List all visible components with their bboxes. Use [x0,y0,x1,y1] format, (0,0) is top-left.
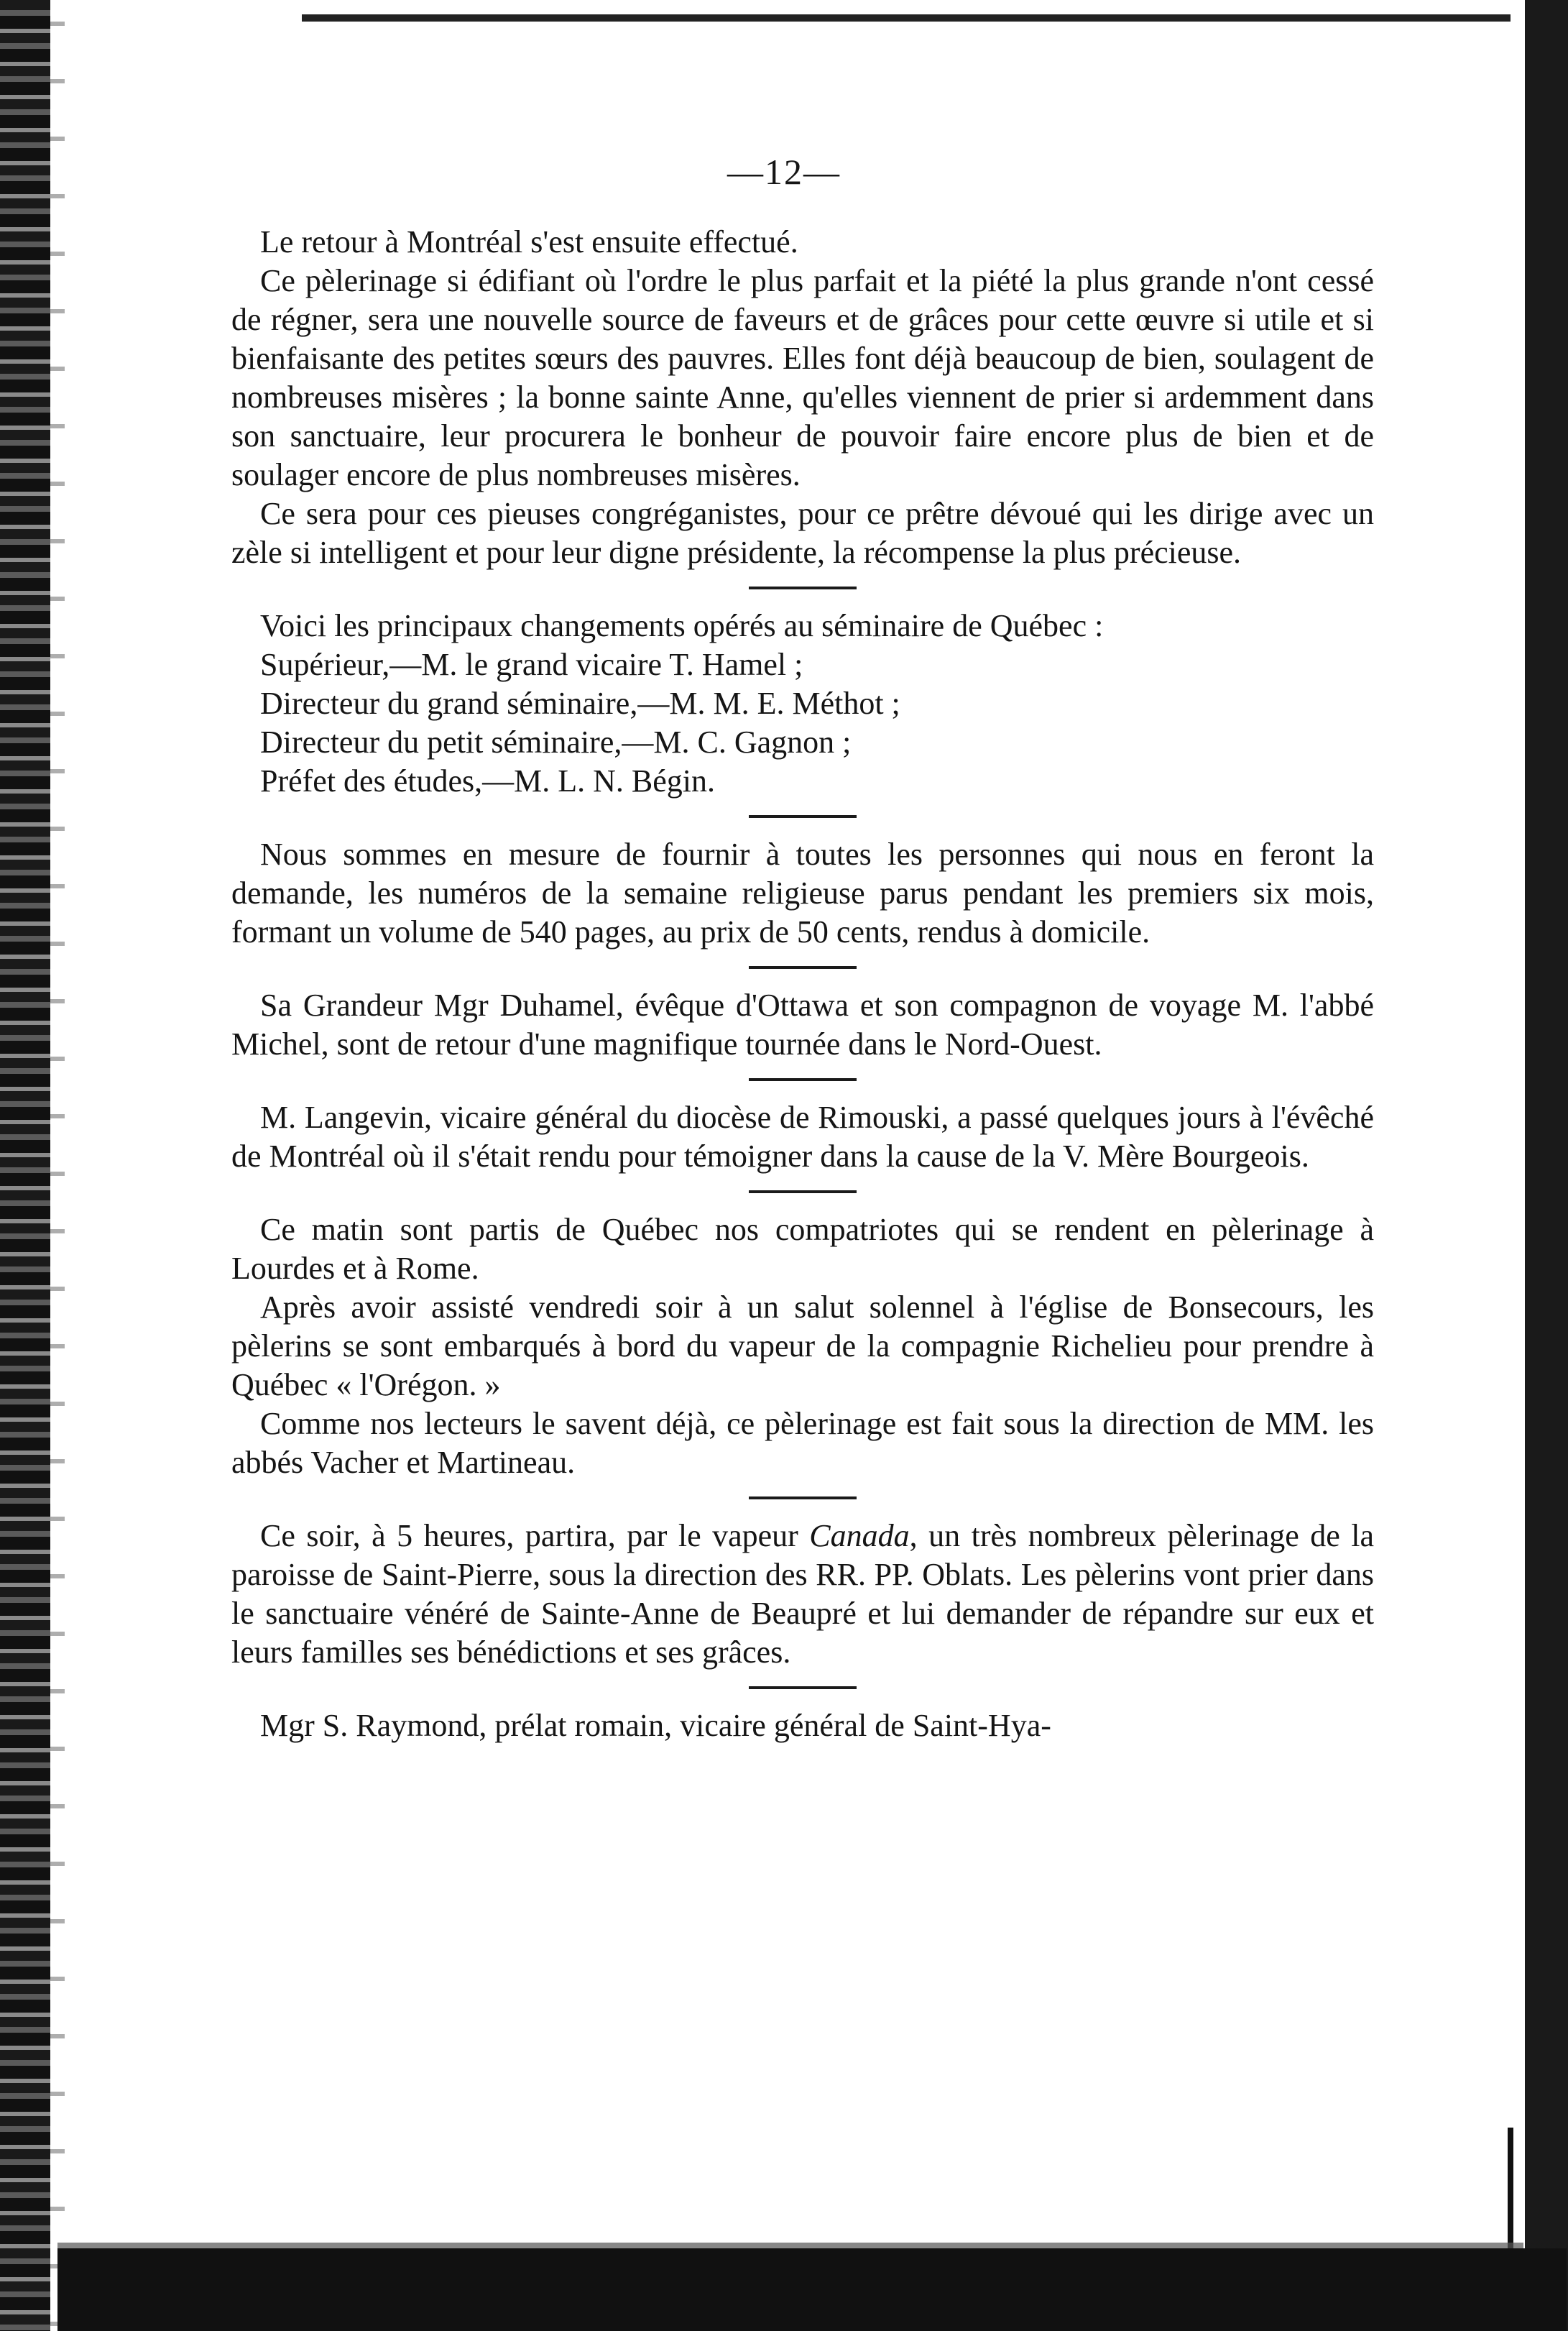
section-divider [749,587,857,589]
section-divider [749,815,857,818]
section-divider [749,1078,857,1081]
list-item: Supérieur,—M. le grand vicaire T. Hamel ; [260,647,803,682]
page-scan-edge-bottom-shadow [57,2243,1523,2248]
page-scan-edge-top [302,14,1531,22]
paragraph: Comme nos lecteurs le savent déjà, ce pèlerinage est fait sous la direction de MM. les abbés Vacher et Martineau. [231,1406,1374,1480]
paragraph: Mgr S. Raymond, prélat romain, vicaire général de Saint-Hya- [260,1708,1051,1743]
page-scan-edge-bottom [57,2248,1567,2331]
page-scan-edge-left [0,0,50,2331]
paragraph: Ce sera pour ces pieuses congréganistes, pour ce prêtre dévoué qui les dirige avec un zèle si intelligent et pour leur digne présidente, la récompense la plus précieuse. [231,496,1374,570]
section-divider [749,1190,857,1193]
page-scan-edge-right [1525,0,1568,2331]
section-divider [749,966,857,969]
paragraph: Après avoir assisté vendredi soir à un salut solennel à l'église de Bonsecours, les pèlerins se sont embarqués à bord du vapeur de la compagnie Richelieu pour prendre à Québec « l'Orégon. » [231,1289,1374,1402]
paragraph: Sa Grandeur Mgr Duhamel, évêque d'Ottawa et son compagnon de voyage M. l'abbé Michel, sont de retour d'une magnifique tournée dans le Nord-Ouest. [231,988,1374,1062]
page-number: —12— [727,152,841,192]
paragraph: Ce pèlerinage si édifiant où l'ordre le plus parfait et la piété la plus grande n'ont cessé de régner, sera une nouvelle source de faveurs et de grâces pour cette œuvre si utile et si bienfaisante des petites sœurs des pauvres. Elles font déjà beaucoup de bien, soulagent de nombreuses misères ; la bonne sainte Anne, qu'elles viennent de prier si ardemment dans son sanctuaire, leur procurera le bonheur de pouvoir faire encore plus de bien et de soulager encore de plus nombreuses misères. [231,263,1374,492]
ship-name: Canada [809,1518,910,1553]
list-item: Préfet des études,—M. L. N. Bégin. [260,763,715,799]
list-item: Directeur du grand séminaire,—M. M. E. Méthot ; [260,686,900,721]
text-run: , un très nombreux pèlerinage de la paroisse de Saint-Pierre, sous la direction des RR. PP. Oblats. Les pèlerins vont prier dans le sanctuaire vénéré de Sainte-Anne de Beaupré et lui demander de répandre sur eux et leurs familles ses bénédictions et ses grâces. [231,1518,1374,1670]
paragraph [231,1517,1374,1672]
list-item: Directeur du petit séminaire,—M. C. Gagnon ; [260,725,852,760]
page-scan-right-bracket [1508,2128,1513,2257]
paragraph: M. Langevin, vicaire général du diocèse de Rimouski, a passé quelques jours à l'évêché de Montréal où il s'était rendu pour témoigner dans la cause de la V. Mère Bourgeois. [231,1100,1374,1174]
section-divider [749,1686,857,1689]
paragraph: Ce matin sont partis de Québec nos compatriotes qui se rendent en pèlerinage à Lourdes et à Rome. [231,1212,1374,1286]
section-divider [749,1496,857,1499]
page-scan-edge-left-inner [50,0,65,2331]
page-scan-edge-right-gap [1511,0,1525,2331]
paragraph: Voici les principaux changements opérés au séminaire de Québec : [260,608,1104,643]
document-body [231,223,1374,1745]
text-run: Ce soir, à 5 heures, partira, par le vapeur [260,1518,810,1553]
paragraph: Nous sommes en mesure de fournir à toutes les personnes qui nous en feront la demande, les numéros de la semaine religieuse parus pendant les premiers six mois, formant un volume de 540 pages, au prix de 50 cents, rendus à domicile. [231,837,1374,950]
paragraph: Le retour à Montréal s'est ensuite effectué. [260,224,798,259]
